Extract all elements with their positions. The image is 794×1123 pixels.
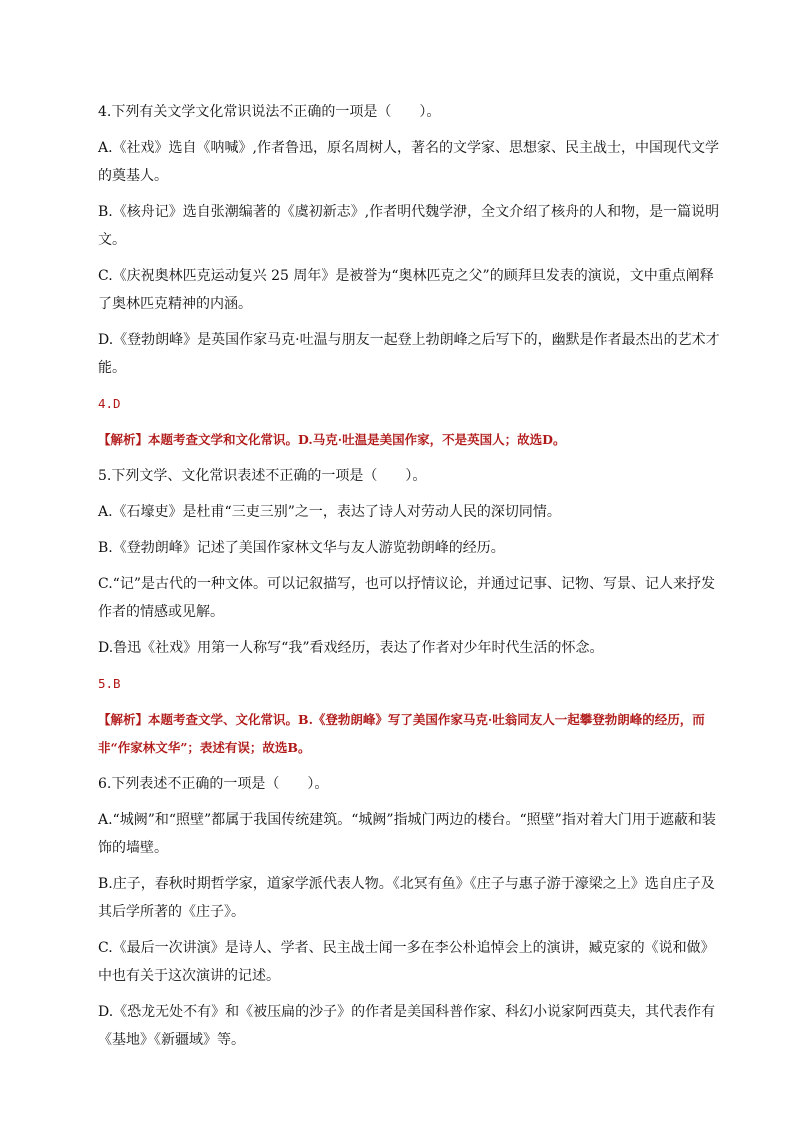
- answer: 5.B: [98, 676, 121, 691]
- option-c: C.《最后一次讲演》是诗人、学者、民主战士闻一多在李公朴追悼会上的演讲，臧克家的《说和做》中也有关于这次演讲的记述。: [98, 940, 715, 984]
- explanation-text: 本题考查文学和文化常识。D.马克·吐温是美国作家，不是英国人；故选D。: [148, 432, 566, 447]
- question-4: [98, 98, 724, 454]
- option-a: A.“城阙”和“照壁”都属于我国传统建筑。“城阙”指城门两边的楼台。“照壁”指对着大门用于遮蔽和装饰的墙壁。: [98, 812, 716, 856]
- explanation: [98, 426, 724, 454]
- option-d: D.《恐龙无处不有》和《被压扁的沙子》的作者是美国科普作家、科幻小说家阿西莫夫，其代表作有《基地》《新疆域》等。: [98, 1004, 716, 1048]
- option-d: D.鲁迅《社戏》用第一人称写“我”看戏经历，表达了作者对少年时代生活的怀念。: [98, 640, 604, 656]
- explanation-tag: 【解析】: [98, 712, 149, 727]
- question-stem: 6.下列表述不正确的一项是（ ）。: [98, 776, 329, 792]
- option-a: A.《社戏》选自《呐喊》,作者鲁迅，原名周树人，著名的文学家、思想家、民主战士，中国现代文学的奠基人。: [98, 140, 720, 184]
- explanation-text: 本题考查文学、文化常识。B.《登勃朗峰》写了美国作家马克·吐翁同友人一起攀登勃朗峰的经历，而非“作家林文华”；表述有误；故选B。: [98, 712, 705, 755]
- explanation-tag: 【解析】: [98, 432, 149, 447]
- option-b: B.庄子，春秋时期哲学家，道家学派代表人物。《北冥有鱼》《庄子与惠子游于濠梁之上》选自庄子及其后学所著的《庄子》。: [98, 876, 715, 920]
- question-5: [98, 462, 724, 762]
- option-c: C.《庆祝奥林匹克运动复兴 25 周年》是被誉为“奥林匹克之父”的顾拜旦发表的演说，文中重点阐释了奥林匹克精神的内涵。: [98, 268, 714, 312]
- question-stem: 4.下列有关文学文化常识说法不正确的一项是（ ）。: [98, 104, 441, 120]
- option-b: B.《核舟记》选自张潮编著的《虞初新志》,作者明代魏学洢，全文介绍了核舟的人和物，是一篇说明文。: [98, 204, 720, 248]
- option-d: D.《登勃朗峰》是英国作家马克·吐温与朋友一起登上勃朗峰之后写下的，幽默是作者最杰出的艺术才能。: [98, 332, 720, 376]
- option-b: B.《登勃朗峰》记述了美国作家林文华与友人游览勃朗峰的经历。: [98, 540, 505, 556]
- question-stem: 5.下列文学、文化常识表述不正确的一项是（ ）。: [98, 468, 427, 484]
- answer: 4.D: [98, 396, 121, 411]
- document-content: [98, 98, 724, 1062]
- option-a: A.《石壕吏》是杜甫“三吏三别”之一，表达了诗人对劳动人民的深切同情。: [98, 504, 561, 520]
- explanation: [98, 706, 724, 762]
- option-c: C.“记”是古代的一种文体。可以记叙描写，也可以抒情议论，并通过记事、记物、写景、记人来抒发作者的情感或见解。: [98, 576, 715, 620]
- question-6: [98, 770, 724, 1054]
